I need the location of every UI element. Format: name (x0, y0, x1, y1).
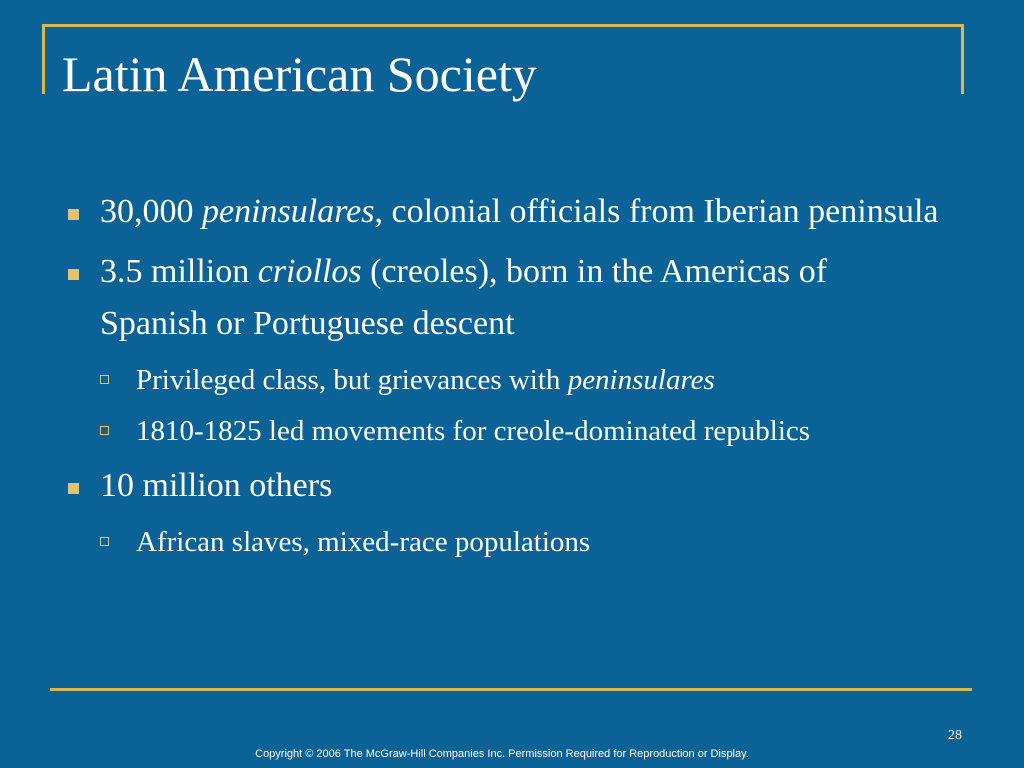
subbullet-text-pre: 1810-1825 led movements for creole-dominated republics (136, 415, 811, 447)
bullet-text-post: (creoles), born in the Americas of Spanish or Portuguese descent (100, 253, 828, 342)
subbullet-text-pre: Privileged class, but grievances with (136, 364, 568, 396)
bottom-rule (50, 688, 972, 691)
subbullet-movements (62, 409, 942, 454)
hollow-square-bullet-icon (100, 426, 109, 435)
bullet-text-italic: criollos (257, 253, 362, 290)
frame-right-border (961, 24, 964, 94)
bullet-text-italic: peninsulares (202, 193, 375, 230)
slide-body (62, 186, 942, 571)
frame-top-border (42, 24, 964, 27)
hollow-square-bullet-icon (100, 375, 109, 384)
subbullet-text-pre: African slaves, mixed-race populations (136, 526, 591, 558)
bullet-text-post: , colonial officials from Iberian peninsula (374, 193, 939, 230)
page-number: 28 (948, 728, 962, 743)
square-bullet-icon (68, 209, 79, 220)
bullet-text-pre: 3.5 million (100, 253, 258, 290)
subbullet-privileged-class (62, 358, 942, 403)
frame-left-border (42, 24, 45, 94)
square-bullet-icon (68, 269, 79, 280)
bullet-criollos (62, 246, 942, 350)
bullet-others (62, 460, 942, 512)
subbullet-african-slaves (62, 520, 942, 565)
copyright-notice: Copyright © 2006 The McGraw-Hill Companies Inc. Permission Required for Reproduction or Display. (255, 748, 749, 760)
hollow-square-bullet-icon (100, 537, 109, 546)
slide-title: Latin American Society (62, 46, 537, 102)
square-bullet-icon (68, 483, 79, 494)
subbullet-text-italic: peninsulares (567, 364, 715, 396)
bullet-text-pre: 10 million others (100, 467, 333, 504)
bullet-peninsulares (62, 186, 942, 238)
bullet-text-pre: 30,000 (100, 193, 202, 230)
